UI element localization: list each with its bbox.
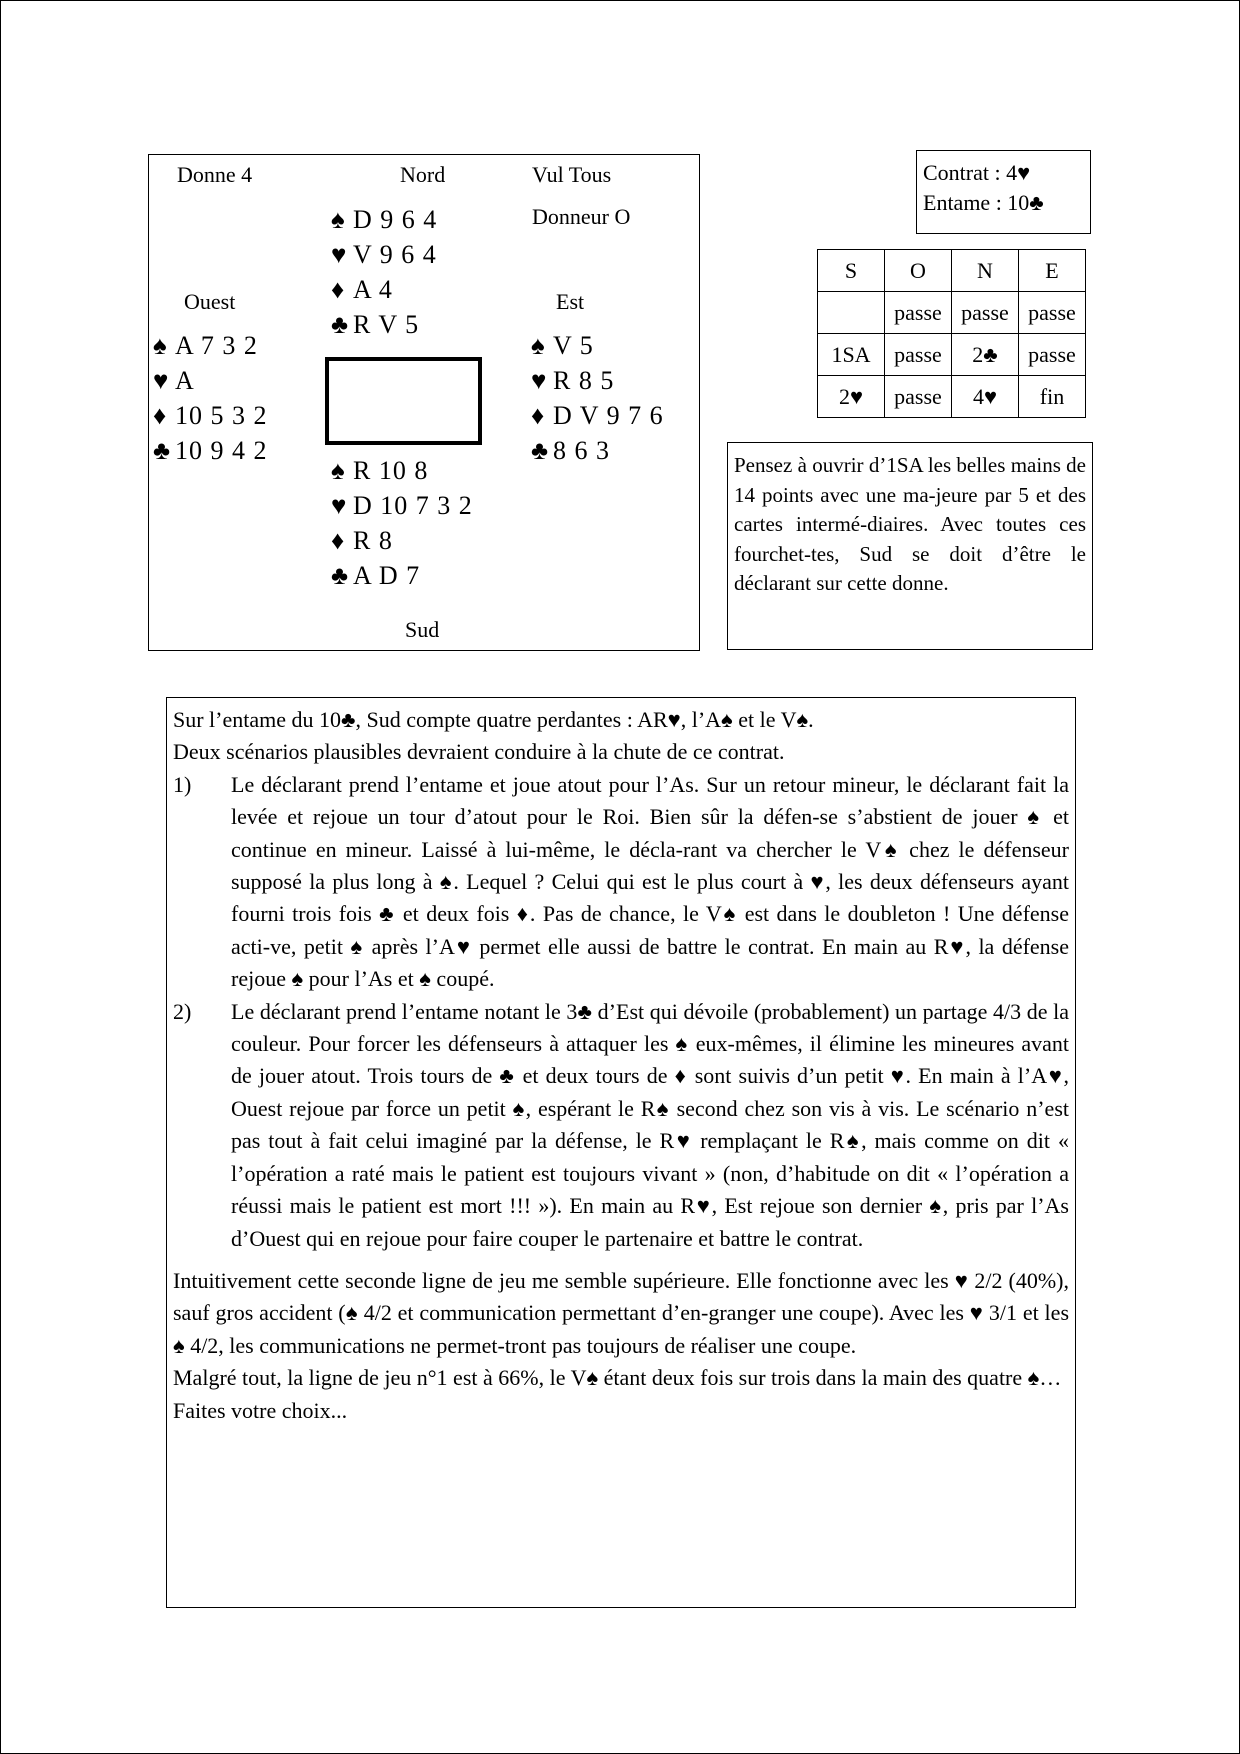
bidding-header: O xyxy=(885,250,952,292)
hand-nord xyxy=(331,202,437,342)
label-nord: Nord xyxy=(400,162,446,187)
hand-cards: V 5 xyxy=(553,331,594,360)
scenario-number: 2) xyxy=(173,998,192,1024)
hand-cards: D V 9 7 6 xyxy=(553,401,664,430)
bid-cell: passe xyxy=(1019,334,1086,376)
bid-cell: 2♣ xyxy=(952,334,1019,376)
hand-cards: R V 5 xyxy=(353,310,420,339)
hand-cards: A 7 3 2 xyxy=(175,331,258,360)
bidding-row xyxy=(818,376,1086,418)
bidding-header: N xyxy=(952,250,1019,292)
hand-sud xyxy=(331,453,473,593)
hand-cards: 10 9 4 2 xyxy=(175,436,268,465)
hand-cards: R 8 xyxy=(353,526,393,555)
label-sud: Sud xyxy=(405,617,440,642)
hand-cards: 8 6 3 xyxy=(553,436,610,465)
bid-cell: passe xyxy=(1019,292,1086,334)
spade-icon: ♠ xyxy=(331,205,346,234)
bid-cell: passe xyxy=(885,292,952,334)
analysis-conclusion: Faites votre choix... xyxy=(173,1397,348,1423)
scenario-item xyxy=(173,769,1069,996)
hand-cards: R 8 5 xyxy=(553,366,615,395)
club-icon: ♣ xyxy=(331,561,350,590)
hand-line xyxy=(331,272,437,307)
hand-cards: V 9 6 4 xyxy=(353,240,437,269)
label-est: Est xyxy=(556,289,585,314)
vulnerability: Vul Tous xyxy=(532,162,612,187)
opening-lead: Entame : 10♣ xyxy=(923,190,1044,215)
hand-line xyxy=(331,558,473,593)
heart-icon: ♥ xyxy=(153,366,170,395)
spacer xyxy=(173,1255,1069,1265)
hand-line xyxy=(331,307,437,342)
diamond-icon: ♦ xyxy=(331,275,346,304)
hand-line xyxy=(531,398,664,433)
label-ouest: Ouest xyxy=(184,289,236,314)
bid-cell: passe xyxy=(885,334,952,376)
hand-cards: A xyxy=(175,366,195,395)
bidding-table xyxy=(817,249,1086,418)
scenario-item xyxy=(173,996,1069,1255)
bidding-row xyxy=(818,334,1086,376)
bid-cell: 1SA xyxy=(818,334,885,376)
bid-cell xyxy=(818,292,885,334)
hand-line xyxy=(331,488,473,523)
hand-line xyxy=(153,363,268,398)
hand-cards: A 4 xyxy=(353,275,393,304)
heart-icon: ♥ xyxy=(531,366,548,395)
hand-line xyxy=(531,328,664,363)
hand-line xyxy=(331,523,473,558)
scenario-number: 1) xyxy=(173,771,192,797)
analysis-intro: Deux scénarios plausibles devraient conduire à la chute de ce contrat. xyxy=(173,739,785,765)
bidding-header-row xyxy=(818,250,1086,292)
hand-line xyxy=(153,398,268,433)
hand-line xyxy=(331,453,473,488)
card-table xyxy=(325,357,482,445)
hand-line xyxy=(153,433,268,468)
hand-cards: R 10 8 xyxy=(353,456,429,485)
heart-icon: ♥ xyxy=(331,491,348,520)
bidding-row xyxy=(818,292,1086,334)
hand-ouest xyxy=(153,328,268,468)
bid-cell: passe xyxy=(885,376,952,418)
spade-icon: ♠ xyxy=(331,456,346,485)
bidding-header: S xyxy=(818,250,885,292)
hand-line xyxy=(531,433,664,468)
diamond-icon: ♦ xyxy=(153,401,168,430)
bidding-header: E xyxy=(1019,250,1086,292)
analysis-intro: Sur l’entame du 10♣, Sud compte quatre perdantes : AR♥, l’A♠ et le V♠. xyxy=(173,707,814,732)
hand-est xyxy=(531,328,664,468)
hand-line xyxy=(531,363,664,398)
hand-line xyxy=(331,237,437,272)
bid-cell: 4♥ xyxy=(952,376,1019,418)
deal-number: Donne 4 xyxy=(177,162,253,187)
scenario-text: Le déclarant prend l’entame et joue atout pour l’As. Sur un retour mineur, le déclarant fait la levée et rejoue un tour d’atout pour le Roi. Bien sûr la défen-se s’abstient de jouer ♠ et continue en mineur. Laissé à lui-même, le décla-rant va chercher le V♠ chez le défenseur supposé la plus long à ♠. Lequel ? Celui qui est le plus court à ♥, les deux défenseurs ayant fourni trois fois ♣ et deux fois ♦. Pas de chance, le V♠ est dans le doubleton ! Une défense acti-ve, petit ♠ après l’A♥ permet elle aussi de battre le contrat. En main au R♥, la défense rejoue ♠ pour l’As et ♠ coupé. xyxy=(231,771,1069,992)
bid-cell: passe xyxy=(952,292,1019,334)
bid-cell: 2♥ xyxy=(818,376,885,418)
club-icon: ♣ xyxy=(331,310,350,339)
bid-cell: fin xyxy=(1019,376,1086,418)
diamond-icon: ♦ xyxy=(331,526,346,555)
scenario-text: Le déclarant prend l’entame notant le 3♣ d’Est qui dévoile (probablement) un partage 4/3 de la couleur. Pour forcer les défenseurs à attaquer les ♠ eux-mêmes, il élimine les mineures avant de jouer atout. Trois tours de ♣ et deux tours de ♦ sont suivis d’un petit ♥. En main à l’A♥, Ouest rejoue par force un petit ♠, espérant le R♠ second chez son vis à vis. Le scénario n’est pas tout à fait celui imaginé par la défense, le R♥ remplaçant le R♠, mais comme on dit « l’opération a raté mais le patient est toujours vivant » (non, d’habitude on dit « l’opération a réussi mais le patient est mort !!! »). En main au R♥, Est rejoue son dernier ♠, pris par l’As d’Ouest qui en rejoue pour faire couper le partenaire et battre le contrat. xyxy=(231,998,1069,1251)
analysis-paragraph: Malgré tout, la ligne de jeu n°1 est à 66%, le V♠ étant deux fois sur trois dans la main des quatre ♠… xyxy=(173,1365,1062,1391)
contract: Contrat : 4♥ xyxy=(923,160,1031,185)
spade-icon: ♠ xyxy=(531,331,546,360)
hand-cards: D 9 6 4 xyxy=(353,205,438,234)
club-icon: ♣ xyxy=(153,436,172,465)
spade-icon: ♠ xyxy=(153,331,168,360)
analysis-box xyxy=(166,697,1076,1608)
contract-box xyxy=(916,150,1091,234)
hand-line xyxy=(331,202,437,237)
diamond-icon: ♦ xyxy=(531,401,546,430)
club-icon: ♣ xyxy=(531,436,550,465)
hand-cards: D 10 7 3 2 xyxy=(353,491,473,520)
tip-box: Pensez à ouvrir d’1SA les belles mains de 14 points avec une ma-jeure par 5 et des cartes intermé-diaires. Avec toutes ces fourchet-tes, Sud se doit d’être le déclarant sur cette donne. xyxy=(727,442,1093,650)
dealer: Donneur O xyxy=(532,204,631,229)
hand-line xyxy=(153,328,268,363)
analysis-paragraph: Intuitivement cette seconde ligne de jeu me semble supérieure. Elle fonctionne avec les ♥ 2/2 (40%), sauf gros accident (♠ 4/2 et communication permettant d’en-granger une coupe). Avec les ♥ 3/1 et les ♠ 4/2, les communications ne permet-tront pas toujours de réaliser une coupe. xyxy=(173,1267,1069,1358)
heart-icon: ♥ xyxy=(331,240,348,269)
hand-cards: 10 5 3 2 xyxy=(175,401,268,430)
hand-cards: A D 7 xyxy=(353,561,421,590)
